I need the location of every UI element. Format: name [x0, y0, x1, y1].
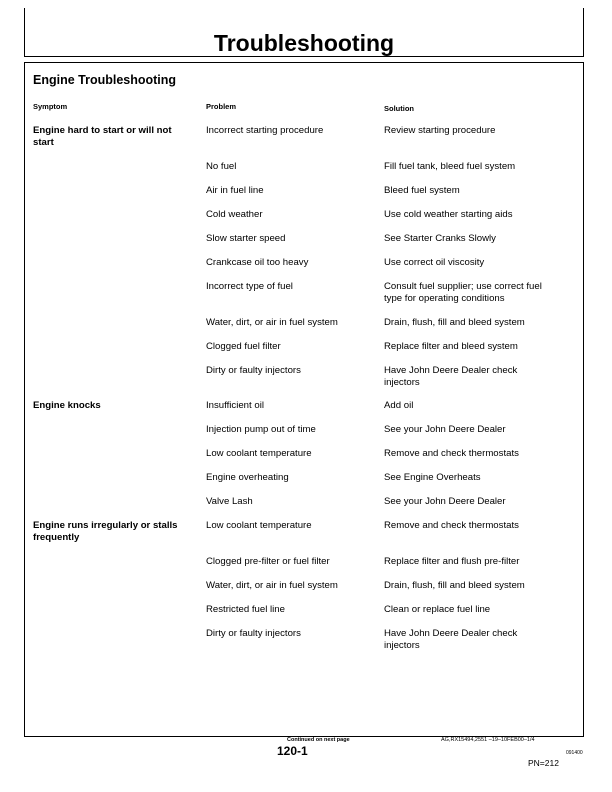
table-row-problem: Slow starter speed: [206, 233, 286, 244]
table-row-problem: Low coolant temperature: [206, 448, 312, 459]
table-row-symptom: Engine hard to start or will not start: [33, 125, 172, 148]
table-row-solution: Fill fuel tank, bleed fuel system: [384, 161, 516, 172]
table-row-solution: Review starting procedure: [384, 125, 496, 136]
table-row-problem: Valve Lash: [206, 496, 253, 507]
table-row-problem: Water, dirt, or air in fuel system: [206, 317, 338, 328]
table-row-problem: Insufficient oil: [206, 400, 264, 411]
table-row-problem: Clogged fuel filter: [206, 341, 281, 352]
table-row-solution: Bleed fuel system: [384, 185, 460, 196]
table-row-solution: Remove and check thermostats: [384, 520, 519, 531]
continued-note: Continued on next page: [287, 737, 350, 743]
table-row-solution: Remove and check thermostats: [384, 448, 519, 459]
table-row-solution: Have John Deere Dealer check injectors: [384, 365, 518, 388]
table-row-solution: Replace filter and bleed system: [384, 341, 518, 352]
table-row-solution: Replace filter and flush pre-filter: [384, 556, 520, 567]
table-row-problem: Air in fuel line: [206, 185, 264, 196]
header-rule: [24, 56, 584, 57]
table-row-problem: Dirty or faulty injectors: [206, 628, 301, 639]
table-row-solution: See Starter Cranks Slowly: [384, 233, 496, 244]
table-row-symptom: Engine knocks: [33, 400, 101, 411]
column-header-solution: Solution: [384, 104, 414, 113]
reference-code: AG,RX15494,2551 –19–10FEB00–1/4: [441, 737, 535, 743]
table-row-problem: Clogged pre-filter or fuel filter: [206, 556, 330, 567]
table-row-solution: Use cold weather starting aids: [384, 209, 513, 220]
pn-number: PN=212: [528, 758, 559, 768]
table-row-problem: Cold weather: [206, 209, 263, 220]
table-row-problem: Water, dirt, or air in fuel system: [206, 580, 338, 591]
table-row-problem: Incorrect type of fuel: [206, 281, 293, 292]
table-row-problem: Crankcase oil too heavy: [206, 257, 309, 268]
date-code: 091400: [566, 750, 583, 756]
section-title: Engine Troubleshooting: [33, 73, 177, 87]
page-number: 120-1: [277, 744, 308, 758]
table-row-solution: Clean or replace fuel line: [384, 604, 491, 615]
table-row-solution: Consult fuel supplier; use correct fuel type for operating conditions: [384, 281, 542, 304]
table-row-solution: Drain, flush, fill and bleed system: [384, 580, 525, 591]
table-row-problem: Incorrect starting procedure: [206, 125, 324, 136]
table-row-problem: Engine overheating: [206, 472, 289, 483]
table-row-problem: No fuel: [206, 161, 237, 172]
table-row-solution: Use correct oil viscosity: [384, 257, 485, 268]
table-row-problem: Dirty or faulty injectors: [206, 365, 301, 376]
table-row-problem: Low coolant temperature: [206, 520, 312, 531]
table-row-problem: Restricted fuel line: [206, 604, 285, 615]
column-header-problem: Problem: [206, 102, 237, 111]
table-row-solution: Add oil: [384, 400, 414, 411]
table-row-problem: Injection pump out of time: [206, 424, 316, 435]
page-title: Troubleshooting: [213, 30, 395, 56]
table-row-solution: See Engine Overheats: [384, 472, 481, 483]
table-row-symptom: Engine runs irregularly or stalls frequently: [33, 520, 178, 543]
table-row-solution: Have John Deere Dealer check injectors: [384, 628, 518, 651]
table-row-solution: See your John Deere Dealer: [384, 424, 506, 435]
table-row-solution: See your John Deere Dealer: [384, 496, 506, 507]
column-header-symptom: Symptom: [33, 102, 68, 111]
table-row-solution: Drain, flush, fill and bleed system: [384, 317, 525, 328]
